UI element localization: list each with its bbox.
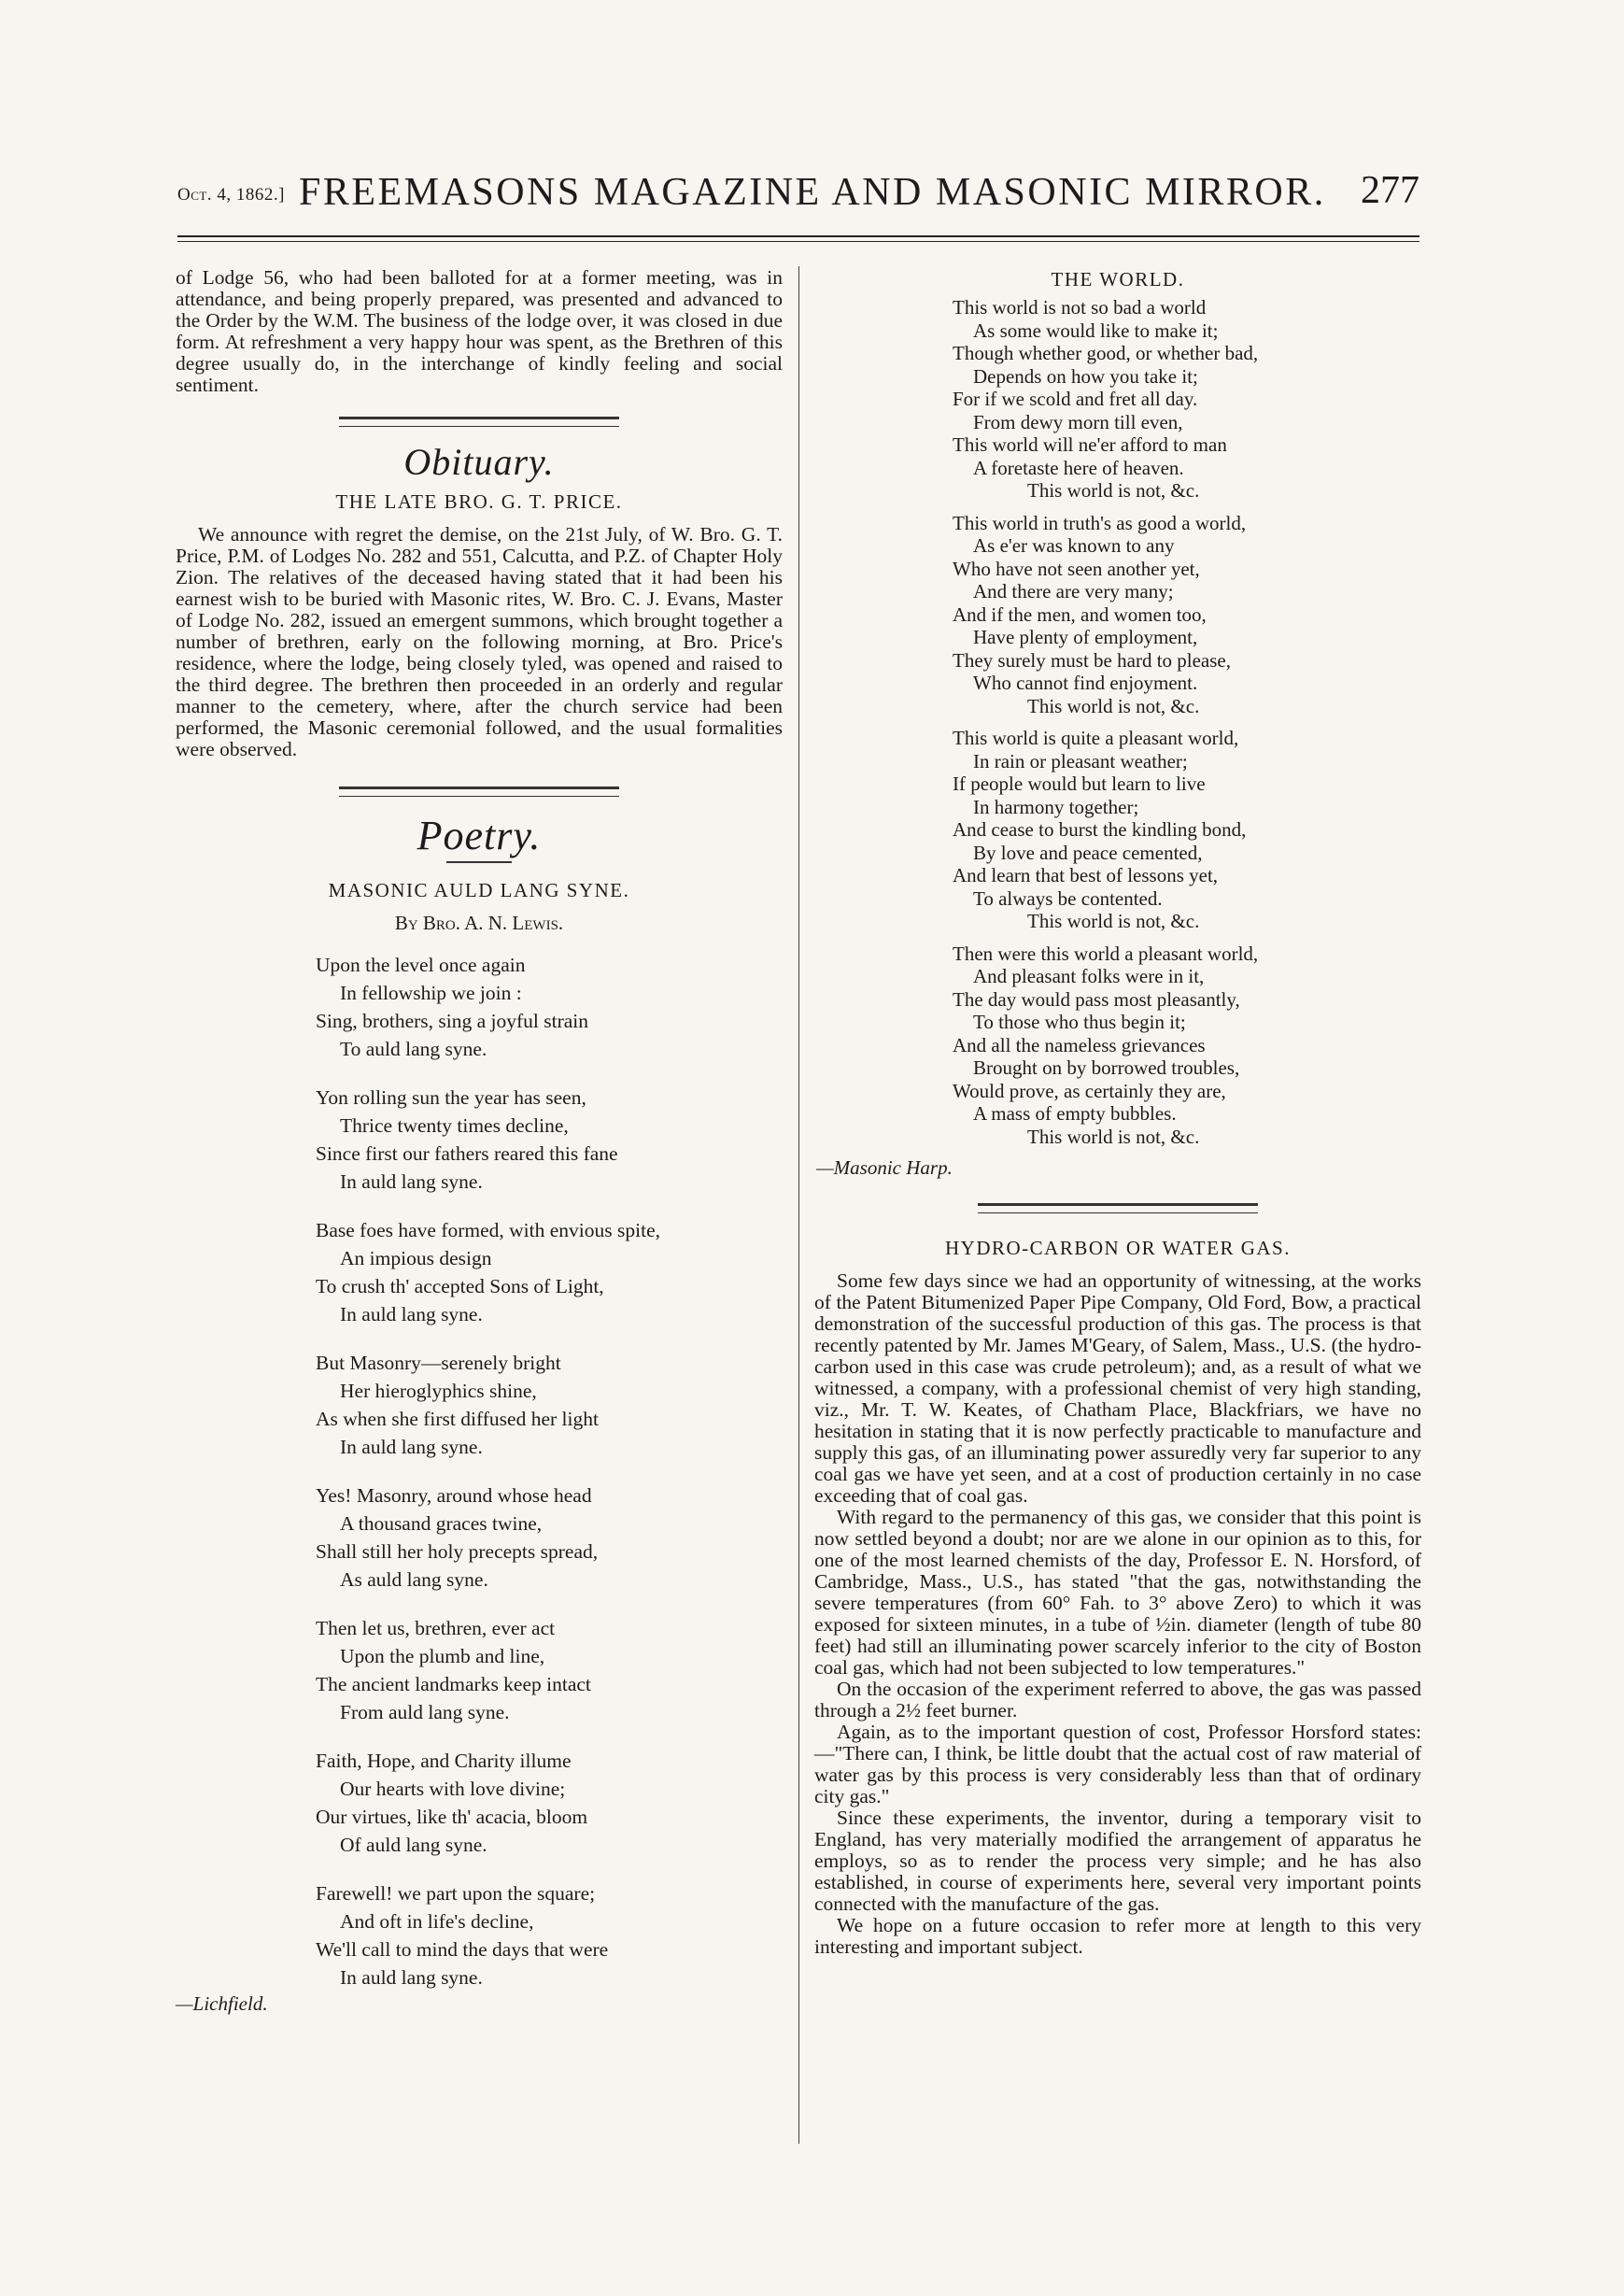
header-rule-top <box>177 235 1419 237</box>
magazine-title: FREEMASONS MAGAZINE AND MASONIC MIRROR. <box>299 171 1326 214</box>
poem-line: They surely must be hard to please, <box>953 648 1231 672</box>
poem-line: To auld lang syne. <box>340 1038 487 1060</box>
world-poem-attribution: —Masonic Harp. <box>816 1156 953 1179</box>
poem-line: Have plenty of employment, <box>973 626 1198 648</box>
poem-line: In auld lang syne. <box>340 1170 483 1193</box>
poem-line: If people would but learn to live <box>953 772 1206 795</box>
poem-stanza <box>953 942 1421 1149</box>
poem-stanza <box>316 1747 783 1859</box>
right-column <box>814 267 1421 1958</box>
article-paragraph: On the occasion of the experiment referred to above, the gas was passed through a 2½ feet burner. <box>814 1678 1421 1722</box>
poem-title: MASONIC AULD LANG SYNE. <box>328 879 630 901</box>
poem-line: Farewell! we part upon the square; <box>316 1882 596 1905</box>
poem-line: A thousand graces twine, <box>340 1512 543 1535</box>
page-header <box>177 166 1419 222</box>
poem-stanza <box>316 1481 783 1594</box>
poem-line: In harmony together; <box>973 795 1139 818</box>
article-paragraph: Again, as to the important question of cost, Professor Horsford states:—"There can, I think, be little doubt that the actual cost of raw material of water gas by this process is very considerably less than that of ordinary city gas." <box>814 1721 1421 1807</box>
poem-line: In fellowship we join : <box>340 982 522 1004</box>
article-paragraph: Since these experiments, the inventor, during a temporary visit to England, has very materially modified the arrangement of apparatus he employs, so as to render the process very simple; and he has also established, in course of experiments here, several very important points connected with the manufacture of the gas. <box>814 1807 1421 1915</box>
poem-line: In auld lang syne. <box>340 1436 483 1458</box>
article-paragraph: We hope on a future occasion to refer more at length to this very interesting and important subject. <box>814 1914 1421 1958</box>
poem-line: In auld lang syne. <box>340 1303 483 1325</box>
poem-line: Since first our fathers reared this fane <box>316 1142 618 1165</box>
poem-line: In rain or pleasant weather; <box>973 749 1188 772</box>
poem-line: By love and peace cemented, <box>973 841 1203 864</box>
poem-line: For if we scold and fret all day. <box>953 388 1198 410</box>
poem-line: An impious design <box>340 1247 492 1269</box>
poem-line: Our hearts with love divine; <box>340 1778 566 1800</box>
world-poem-body <box>814 296 1421 1148</box>
section-rule <box>339 417 619 427</box>
poem-line: Yon rolling sun the year has seen, <box>316 1086 586 1109</box>
poem-stanza <box>953 727 1421 933</box>
poem-line: And all the nameless grievances <box>953 1033 1206 1056</box>
poem-line: This world in truth's as good a world, <box>953 511 1247 534</box>
world-poem-title: THE WORLD. <box>1051 268 1185 291</box>
poem-stanza <box>316 1216 783 1328</box>
poem-line: Her hieroglyphics shine, <box>340 1380 537 1402</box>
poem-line: In auld lang syne. <box>340 1966 483 1989</box>
poem-line: Shall still her holy precepts spread, <box>316 1540 599 1563</box>
short-rule <box>446 861 512 863</box>
poem-byline: By Bro. A. N. Lewis. <box>394 912 564 934</box>
poem-line: And pleasant folks were in it, <box>973 965 1205 987</box>
header-rule-bottom <box>177 241 1419 242</box>
gas-article-body <box>814 1270 1421 1958</box>
poem-line: This world is not, &c. <box>1027 479 1200 502</box>
poem-line: From auld lang syne. <box>340 1701 510 1723</box>
poem-line: This world is not, &c. <box>1027 910 1200 932</box>
obituary-text: We announce with regret the demise, on the 21st July, of W. Bro. G. T. Price, P.M. of Lodges No. 282 and 551, Calcutta, and P.Z. of Chapter Holy Zion. The relatives of the deceased having stated that it had been his earnest wish to be buried with Masonic rites, W. Bro. C. J. Evans, Master of Lodge No. 282, issued an emergent summons, which brought together a number of brethren, early on the following morning, at Bro. Price's residence, where the lodge, being closely tyled, was opened and raised to the third degree. The brethren then proceeded in an orderly and regular manner to the cemetery, where, after the church service had been performed, the Masonic ceremonial followed, and the usual formalities were observed. <box>176 523 783 760</box>
poem-line: From dewy morn till even, <box>973 410 1183 433</box>
poem-stanza <box>953 512 1421 718</box>
lodge-report-continuation: of Lodge 56, who had been balloted for at a former meeting, was in attendance, and being properly prepared, was presented and advanced to the Order by the W.M. The business of the lodge over, it was closed in due form. At refreshment a very happy hour was spent, as the Brethren of this degree usually do, in the interchange of kindly feeling and social sentiment. <box>176 266 783 396</box>
poem-line: Brought on by borrowed troubles, <box>973 1056 1240 1079</box>
gas-article-title: HYDRO-CARBON OR WATER GAS. <box>945 1237 1291 1259</box>
poem-line: Then were this world a pleasant world, <box>953 942 1259 965</box>
poem-line: Sing, brothers, sing a joyful strain <box>316 1010 589 1032</box>
poem-stanza <box>316 1614 783 1726</box>
obituary-title: THE LATE BRO. G. T. PRICE. <box>335 490 623 513</box>
left-column <box>176 267 783 2015</box>
poem-line: And if the men, and women too, <box>953 602 1207 626</box>
poem-line: Yes! Masonry, around whose head <box>316 1484 592 1507</box>
poem-body <box>176 951 783 1991</box>
poem-line: Who cannot find enjoyment. <box>973 672 1198 694</box>
section-rule <box>339 787 619 797</box>
poem-line: And cease to burst the kindling bond, <box>953 818 1247 841</box>
poem-line: To those who thus begin it; <box>973 1011 1186 1033</box>
poem-line: Then let us, brethren, ever act <box>316 1617 556 1639</box>
poem-line: Depends on how you take it; <box>973 364 1198 388</box>
poem-line: But Masonry—serenely bright <box>316 1352 561 1374</box>
poem-line: Our virtues, like th' acacia, bloom <box>316 1806 588 1828</box>
poem-stanza <box>316 1879 783 1991</box>
poem-stanza <box>316 1349 783 1461</box>
poem-line: A mass of empty bubbles. <box>973 1102 1177 1125</box>
poetry-heading: Poetry. <box>417 813 542 858</box>
poem-stanza <box>953 296 1421 503</box>
article-paragraph: With regard to the permanency of this gas, we consider that this point is now settled beyond a doubt; nor are we alone in our opinion as to this, for one of the most learned chemists of the day, Professor E. N. Horsford, of Cambridge, Mass., U.S., has stated "that the gas, notwithstanding the severe temperatures (from 60° Fah. to 3° above Zero) to which it was exposed for sixteen minutes, in a tube of ½in. diameter (length of tube 80 feet) had still an illuminating power scarcely inferior to the city of Boston coal gas, which had not been subjected to low temperatures." <box>814 1506 1421 1679</box>
poem-line: Upon the plumb and line, <box>340 1645 545 1667</box>
poem-line: Thrice twenty times decline, <box>340 1114 569 1137</box>
poem-line: This world is not, &c. <box>1027 694 1200 717</box>
poem-line: A foretaste here of heaven. <box>973 456 1184 479</box>
section-rule <box>978 1203 1258 1213</box>
issue-date: Oct. 4, 1862.] <box>177 185 285 205</box>
poem-line: This world is not, &c. <box>1027 1125 1200 1148</box>
poem-line: As some would like to make it; <box>973 319 1219 342</box>
poem-line: Who have not seen another yet, <box>953 557 1200 580</box>
poem-line: The ancient landmarks keep intact <box>316 1673 591 1695</box>
poem-attribution: —Lichfield. <box>176 1992 268 2015</box>
poem-line: Though whether good, or whether bad, <box>953 342 1259 364</box>
poem-line: Upon the level once again <box>316 954 526 976</box>
poem-stanza <box>316 1084 783 1196</box>
poem-line: This world will ne'er afford to man <box>953 433 1227 456</box>
poem-line: Base foes have formed, with envious spite, <box>316 1219 660 1241</box>
poem-stanza <box>316 951 783 1063</box>
poem-line: Of auld lang syne. <box>340 1834 487 1856</box>
poem-line: To always be contented. <box>973 886 1163 910</box>
article-paragraph: Some few days since we had an opportunity of witnessing, at the works of the Patent Bitumenized Paper Pipe Company, Old Ford, Bow, a practical demonstration of the successful production of this gas. The process is that recently patented by Mr. James M'Geary, of Salem, Mass., U.S. (the hydro-carbon used in this case was crude petroleum); and, as a result of what we witnessed, a company, with a professional chemist of very high standing, viz., Mr. T. W. Keates, of Chatham Place, Blackfriars, we have no hesitation in stating that it is now perfectly practicable to manufacture and supply this gas, of an illuminating power assuredly very far superior to any coal gas we have yet seen, and at a cost of production certainly in no case exceeding that of coal gas. <box>814 1269 1421 1507</box>
poem-line: Faith, Hope, and Charity illume <box>316 1750 572 1772</box>
column-divider <box>798 266 799 2144</box>
poem-line: Would prove, as certainly they are, <box>953 1079 1226 1102</box>
poem-line: And oft in life's decline, <box>340 1910 534 1933</box>
page-number: 277 <box>1361 169 1419 212</box>
poem-line: As when she first diffused her light <box>316 1408 599 1430</box>
poem-line: And learn that best of lessons yet, <box>953 864 1219 886</box>
obituary-heading: Obituary. <box>403 441 555 483</box>
poem-line: We'll call to mind the days that were <box>316 1938 609 1961</box>
poem-line: And there are very many; <box>973 580 1174 602</box>
poem-line: To crush th' accepted Sons of Light, <box>316 1275 604 1297</box>
poem-line: This world is quite a pleasant world, <box>953 727 1239 749</box>
poem-line: The day would pass most pleasantly, <box>953 987 1240 1011</box>
poem-line: As auld lang syne. <box>340 1568 488 1591</box>
poem-line: As e'er was known to any <box>973 534 1175 557</box>
poem-line: This world is not so bad a world <box>953 296 1207 319</box>
